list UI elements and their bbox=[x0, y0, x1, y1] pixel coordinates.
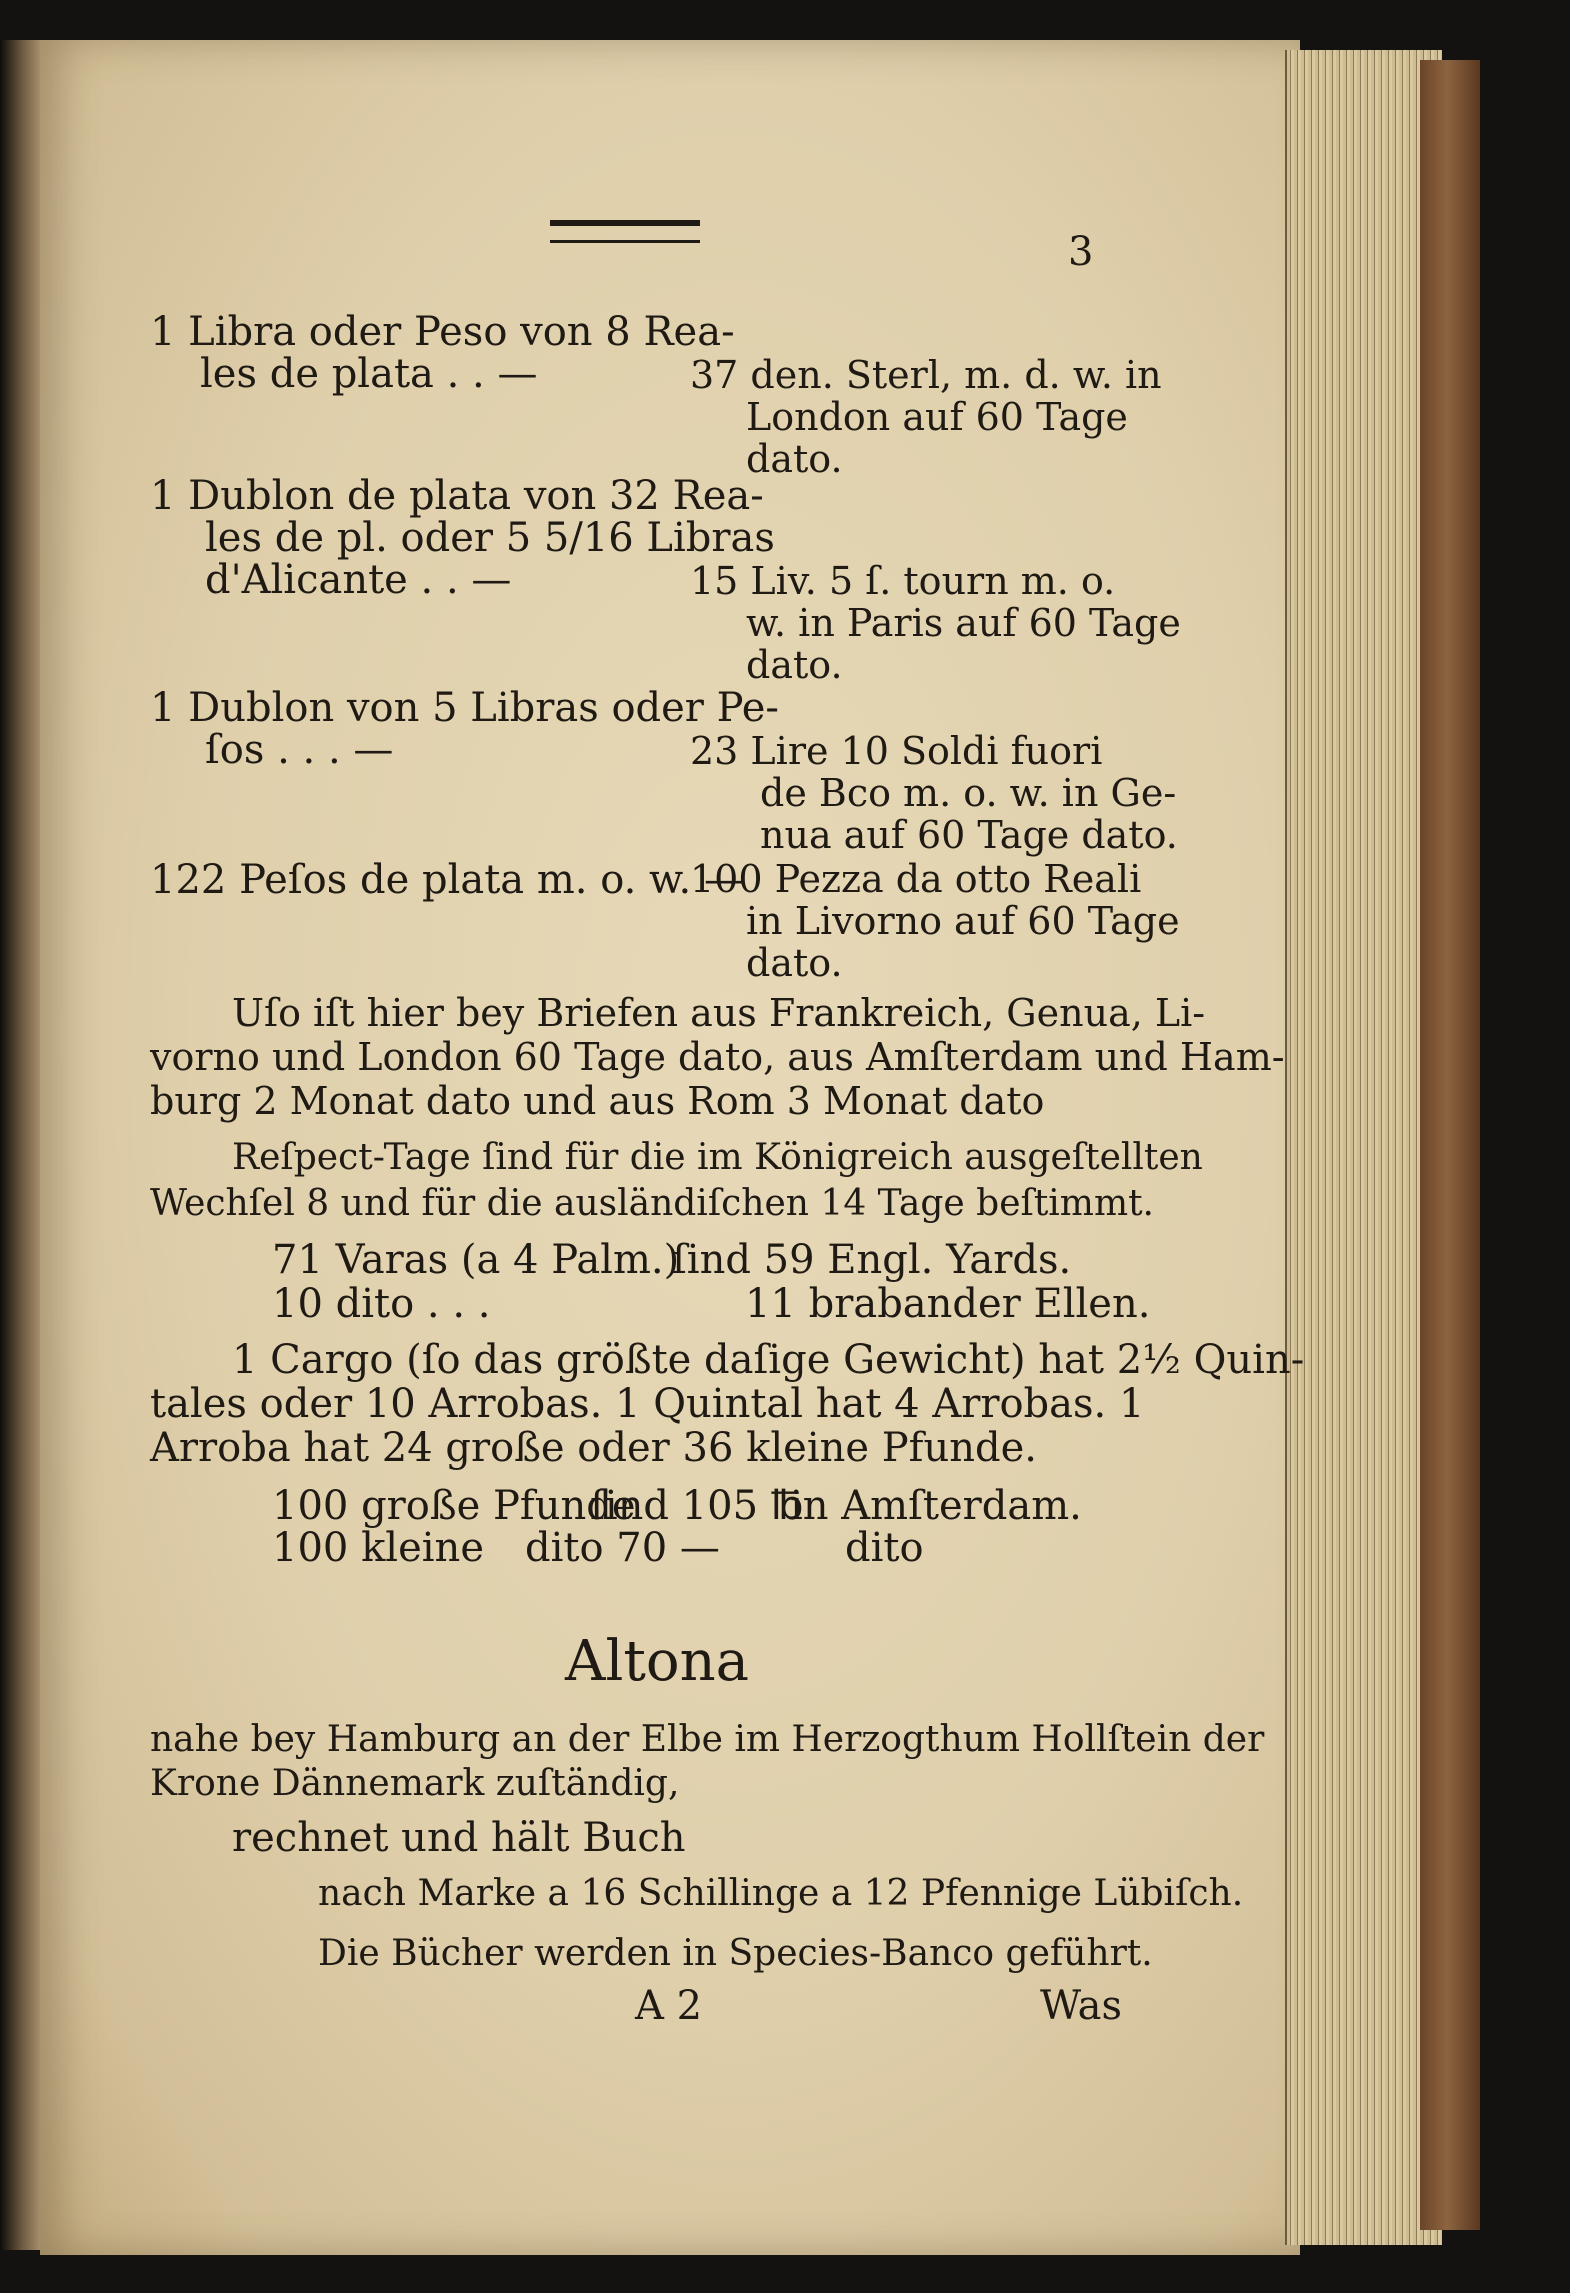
pounds-2-b: dito 70 — bbox=[525, 1525, 720, 1571]
measure-2-right: 11 brabander Ellen. bbox=[745, 1281, 1151, 1327]
measure-2-left: 10 dito . . . bbox=[272, 1281, 491, 1327]
entry-3-value-2: de Bco m. o. w. in Ge- bbox=[760, 771, 1177, 815]
entry-3-line-2: ſos . . . — bbox=[205, 727, 394, 773]
page-number: 3 bbox=[1068, 229, 1094, 275]
altona-desc-line-2: Krone Dännemark zuſtändig, bbox=[150, 1763, 680, 1804]
entry-2-value-2: w. in Paris auf 60 Tage bbox=[746, 601, 1181, 645]
altona-buecher: Die Bücher werden in Species-Banco geführt. bbox=[318, 1933, 1153, 1974]
entry-4-line-1: 122 Peſos de plata m. o. w. — bbox=[150, 857, 744, 903]
signature-mark: A 2 bbox=[635, 1983, 703, 2029]
uso-line-2: vorno und London 60 Tage dato, aus Amſterdam und Ham- bbox=[150, 1035, 1285, 1079]
altona-marke: nach Marke a 16 Schillinge a 12 Pfennige Lübiſch. bbox=[318, 1873, 1244, 1914]
pounds-1-b: ſind 105 ℔ bbox=[590, 1483, 804, 1529]
entry-2-line-1: 1 Dublon de plata von 32 Rea- bbox=[150, 473, 764, 519]
uso-line-1: Uſo iſt hier bey Briefen aus Frankreich, Genua, Li- bbox=[232, 991, 1206, 1035]
altona-rechnet: rechnet und hält Buch bbox=[232, 1815, 686, 1861]
header-ornament-rule bbox=[550, 220, 700, 243]
respect-line-2: Wechſel 8 und für die ausländiſchen 14 Tage beſtimmt. bbox=[150, 1183, 1154, 1224]
entry-3-value-3: nua auf 60 Tage dato. bbox=[760, 813, 1178, 857]
cargo-line-2: tales oder 10 Arrobas. 1 Quintal hat 4 Arrobas. 1 bbox=[150, 1381, 1145, 1427]
uso-line-3: burg 2 Monat dato und aus Rom 3 Monat dato bbox=[150, 1079, 1045, 1123]
respect-line-1: Reſpect-Tage ſind für die im Königreich ausgeſtellten bbox=[232, 1137, 1203, 1178]
entry-1-value-1: 37 den. Sterl, m. d. w. in bbox=[690, 353, 1162, 397]
entry-1-value-2: London auf 60 Tage bbox=[746, 395, 1128, 439]
pounds-2-c: dito bbox=[845, 1525, 924, 1571]
cargo-line-1: 1 Cargo (ſo das größte daſige Gewicht) hat 2½ Quin- bbox=[232, 1337, 1305, 1383]
pounds-1-c: in Amſterdam. bbox=[790, 1483, 1082, 1529]
page-block-edges bbox=[1285, 50, 1442, 2245]
book-cover-edge bbox=[1420, 60, 1480, 2230]
pounds-2-a: 100 kleine bbox=[272, 1525, 484, 1571]
entry-3-line-1: 1 Dublon von 5 Libras oder Pe- bbox=[150, 685, 779, 731]
entry-2-line-2: les de pl. oder 5 5/16 Libras bbox=[205, 515, 775, 561]
entry-4-value-2: in Livorno auf 60 Tage bbox=[746, 899, 1180, 943]
measure-1-left: 71 Varas (a 4 Palm.) bbox=[272, 1237, 680, 1283]
entry-1-line-1: 1 Libra oder Peso von 8 Rea- bbox=[150, 309, 735, 355]
entry-2-value-1: 15 Liv. 5 ſ. tourn m. o. bbox=[690, 559, 1116, 603]
entry-3-value-1: 23 Lire 10 Soldi fuori bbox=[690, 729, 1103, 773]
catchword: Was bbox=[1040, 1983, 1123, 2029]
section-heading-altona: Altona bbox=[565, 1629, 750, 1694]
altona-desc-line-1: nahe bey Hamburg an der Elbe im Herzogthum Hollſtein der bbox=[150, 1719, 1265, 1760]
pounds-1-a: 100 große Pfunde bbox=[272, 1483, 636, 1529]
entry-2-line-3: d'Alicante . . — bbox=[205, 557, 512, 603]
measure-1-right: ſind 59 Engl. Yards. bbox=[672, 1237, 1072, 1283]
cargo-line-3: Arroba hat 24 große oder 36 kleine Pfunde. bbox=[150, 1425, 1037, 1471]
entry-1-line-2: les de plata . . — bbox=[200, 351, 538, 397]
entry-1-value-3: dato. bbox=[746, 437, 843, 481]
entry-4-value-3: dato. bbox=[746, 941, 843, 985]
entry-2-value-3: dato. bbox=[746, 643, 843, 687]
entry-4-value-1: 100 Pezza da otto Reali bbox=[690, 857, 1142, 901]
